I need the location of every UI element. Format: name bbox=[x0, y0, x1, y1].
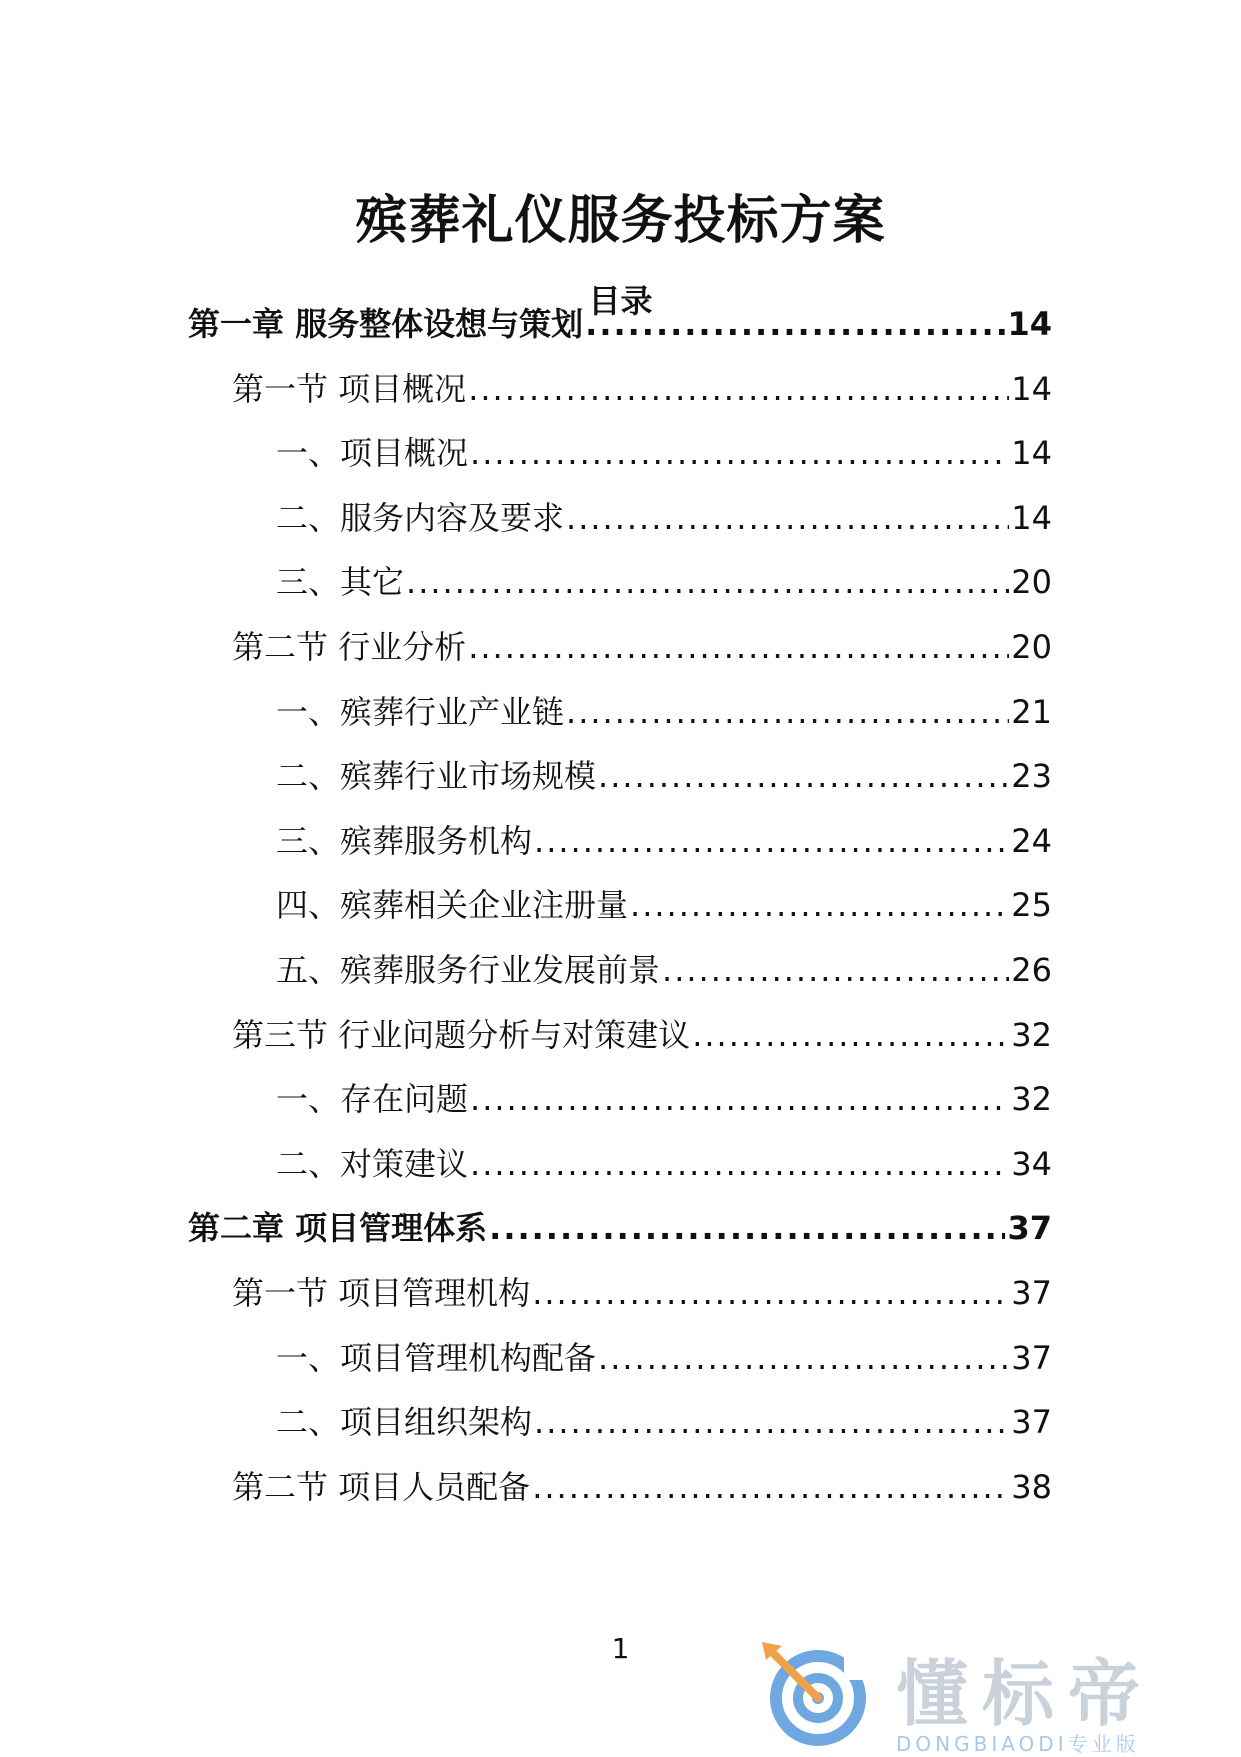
toc-entry[interactable] bbox=[188, 1206, 1052, 1250]
toc-heading: 目录 bbox=[588, 282, 653, 320]
toc-entry-title: 三、其它 bbox=[276, 563, 405, 602]
toc-entry-page: 20 bbox=[1011, 628, 1052, 666]
toc-entry-title: 二、殡葬行业市场规模 bbox=[276, 757, 597, 796]
toc-entry[interactable] bbox=[276, 690, 1052, 734]
toc-entry-page: 37 bbox=[1007, 1209, 1052, 1248]
toc-dot-leader bbox=[566, 496, 1009, 540]
toc-entry-page: 26 bbox=[1011, 951, 1052, 989]
toc-entry-page: 24 bbox=[1011, 821, 1052, 860]
toc-dot-leader bbox=[534, 1400, 1009, 1444]
toc-dot-leader bbox=[566, 690, 1009, 734]
toc-entry[interactable] bbox=[276, 431, 1052, 475]
toc-entry[interactable] bbox=[276, 883, 1052, 927]
toc-entry-title: 一、存在问题 bbox=[276, 1080, 469, 1119]
toc-entry[interactable] bbox=[188, 302, 1052, 346]
toc-entry-title: 二、对策建议 bbox=[276, 1144, 469, 1183]
toc-entry[interactable] bbox=[276, 1142, 1052, 1186]
toc-entry-title: 一、项目管理机构配备 bbox=[276, 1338, 597, 1377]
toc-entry-page: 32 bbox=[1011, 1080, 1052, 1119]
toc-entry-page: 37 bbox=[1011, 1403, 1052, 1442]
toc-entry-title: 三、殡葬服务机构 bbox=[276, 821, 533, 860]
target-logo-icon bbox=[748, 1636, 888, 1746]
toc-dot-leader bbox=[534, 819, 1009, 863]
toc-entry[interactable] bbox=[276, 1077, 1052, 1121]
toc-entry-title: 第二节 行业分析 bbox=[232, 628, 467, 666]
toc-entry-title: 第一节 项目管理机构 bbox=[232, 1274, 531, 1312]
toc-dot-leader bbox=[662, 948, 1009, 992]
toc-entry[interactable] bbox=[276, 948, 1052, 992]
toc-entry-page: 14 bbox=[1011, 434, 1052, 473]
toc-entry-page: 14 bbox=[1011, 498, 1052, 537]
toc-entry-page: 25 bbox=[1011, 886, 1052, 925]
toc-entry[interactable] bbox=[276, 560, 1052, 604]
toc-entry-title: 四、殡葬相关企业注册量 bbox=[276, 886, 629, 925]
toc-dot-leader bbox=[598, 1336, 1009, 1380]
toc-dot-leader bbox=[532, 1465, 1009, 1509]
toc-entry[interactable] bbox=[276, 754, 1052, 798]
toc-dot-leader bbox=[406, 560, 1009, 604]
toc-entry-page: 37 bbox=[1011, 1338, 1052, 1377]
toc-entry-page: 14 bbox=[1007, 305, 1052, 343]
toc-entry-page: 38 bbox=[1011, 1467, 1052, 1506]
toc-entry-page: 20 bbox=[1011, 563, 1052, 602]
toc-entry[interactable] bbox=[276, 1336, 1052, 1380]
toc-dot-leader bbox=[468, 367, 1009, 411]
toc-entry-title: 第一章 服务整体设想与策划 bbox=[188, 305, 584, 343]
toc-entry-title: 第二节 项目人员配备 bbox=[232, 1467, 531, 1506]
toc-entry[interactable] bbox=[276, 1400, 1052, 1444]
page-number: 1 bbox=[611, 1632, 630, 1665]
toc-dot-leader bbox=[470, 431, 1009, 475]
toc-entry-title: 第三节 行业问题分析与对策建议 bbox=[232, 1015, 691, 1054]
toc-entry-title: 二、项目组织架构 bbox=[276, 1403, 533, 1442]
toc-dot-leader bbox=[489, 1206, 1005, 1250]
toc-dot-leader bbox=[692, 1013, 1009, 1057]
toc-entry[interactable] bbox=[232, 625, 1052, 669]
toc-entry-title: 第二章 项目管理体系 bbox=[188, 1209, 488, 1248]
toc-entry[interactable] bbox=[232, 367, 1052, 411]
toc-entry[interactable] bbox=[276, 819, 1052, 863]
toc-entry-title: 五、殡葬服务行业发展前景 bbox=[276, 951, 661, 989]
document-title: 殡葬礼仪服务投标方案 bbox=[355, 191, 886, 251]
toc-entry-page: 23 bbox=[1011, 757, 1052, 796]
toc-entry-title: 一、殡葬行业产业链 bbox=[276, 692, 565, 731]
toc-entry-page: 32 bbox=[1011, 1015, 1052, 1054]
toc-entry-page: 14 bbox=[1011, 369, 1052, 408]
watermark bbox=[748, 1636, 1228, 1756]
toc-entry-title: 第一节 项目概况 bbox=[232, 369, 467, 408]
toc-dot-leader bbox=[470, 1142, 1009, 1186]
toc-dot-leader bbox=[468, 625, 1009, 669]
toc-dot-leader bbox=[630, 883, 1009, 927]
toc-entry[interactable] bbox=[232, 1013, 1052, 1057]
toc-entry-page: 34 bbox=[1011, 1144, 1052, 1183]
watermark-subtitle: DONGBIAODI专业版 bbox=[896, 1732, 1140, 1756]
toc-entry[interactable] bbox=[276, 496, 1052, 540]
toc-dot-leader bbox=[585, 302, 1005, 346]
toc-dot-leader bbox=[532, 1271, 1009, 1315]
toc-entry[interactable] bbox=[232, 1271, 1052, 1315]
toc-entry[interactable] bbox=[232, 1465, 1052, 1509]
toc-entry-title: 一、项目概况 bbox=[276, 434, 469, 473]
toc-dot-leader bbox=[598, 754, 1009, 798]
toc-entry-title: 二、服务内容及要求 bbox=[276, 498, 565, 537]
watermark-brand: 懂标帝 bbox=[896, 1652, 1155, 1736]
toc-entry-page: 21 bbox=[1011, 692, 1052, 731]
toc-entry-page: 37 bbox=[1011, 1274, 1052, 1312]
toc-dot-leader bbox=[470, 1077, 1009, 1121]
